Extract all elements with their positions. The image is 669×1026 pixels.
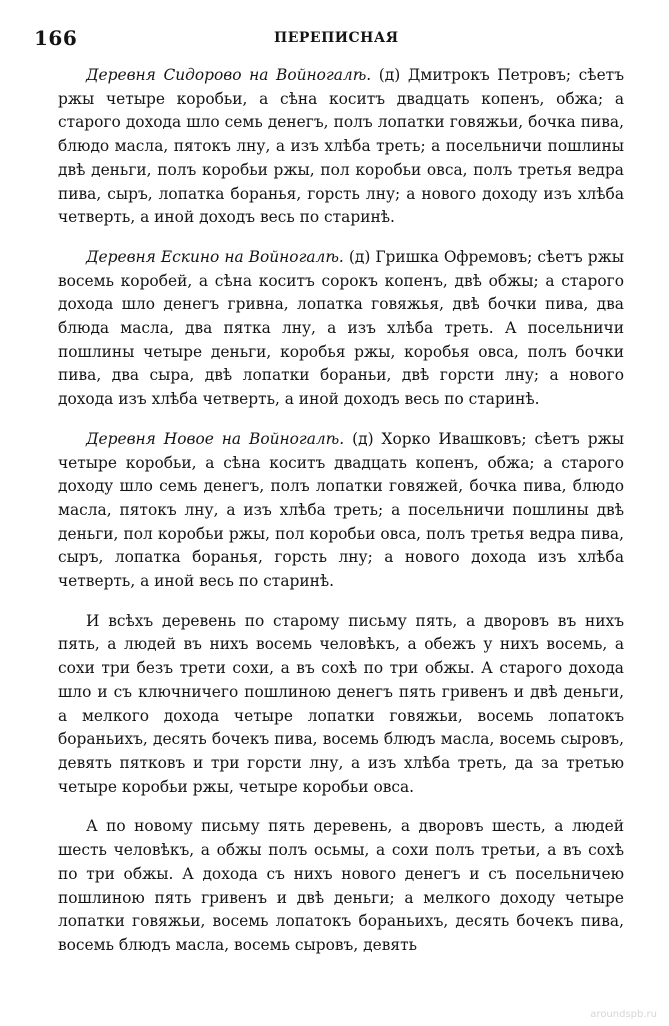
- paragraph-new-census-summary: [58, 815, 624, 957]
- running-title: ПЕРЕПИСНАЯ: [274, 30, 399, 46]
- place-name: Деревня Новое на Войногалѣ.: [86, 429, 345, 448]
- watermark-text: aroundspb.ru: [590, 1009, 657, 1020]
- paragraph-old-census-summary: [58, 610, 624, 800]
- paragraph-eskino: [58, 246, 624, 412]
- page-number: 166: [34, 26, 78, 50]
- paragraph-novoe: [58, 428, 624, 594]
- paragraph-text: (д) Дмитрокъ Петровъ; сѣетъ ржы четыре коробьи, а сѣна коситъ двадцать копенъ, обжа; а старого дохода шло семь денегъ, полъ лопатки говяжьи, бочка пива, блюдо масла, пятокъ лну, а изъ хлѣба треть; а посельничи пошлины двѣ деньги, полъ коробьи ржы, пол коробьи овса, полъ третья ведра пива, сыръ, лопатка боранья, горсть лну; а нового доходу изъ хлѣба четверть, а иной доходъ весь по старинѣ.: [58, 66, 624, 227]
- page-header: [34, 26, 634, 52]
- paragraph-text: И всѣхъ деревень по старому письму пять, а дворовъ въ нихъ пять, а людей въ нихъ восемь человѣкъ, а обежъ у нихъ восемь, а сохи три безъ трети сохи, а въ сохѣ по три обжы. А старого дохода шло и съ ключничего пошлиною денегъ пять гривенъ и двѣ деньги, а мелкого дохода четыре лопатки говяжьи, восемь лопатокъ бораньихъ, десять бочекъ пива, восемь блюдъ масла, восемь сыровъ, девять пятковъ и три горсти лну, а изъ хлѣба треть, да за третью четыре коробьи ржы, четыре коробьи овса.: [58, 611, 624, 796]
- place-name: Деревня Сидорово на Войногалѣ.: [86, 66, 372, 84]
- paragraph-text: А по новому письму пять деревень, а дворовъ шесть, а людей шесть человѣкъ, а обжы полъ осьмы, а сохи полъ третьи, а въ сохѣ по три обжы. А дохода съ нихъ нового денегъ и съ посельничею пошлиною пять гривенъ и двѣ деньги; а мелкого доходу четыре лопатки говяжьи, восемь лопатокъ бораньихъ, десять бочекъ пива, восемь блюдъ масла, восемь сыровъ, девять: [58, 817, 624, 954]
- body-text: [58, 64, 624, 974]
- paragraph-sidorovo: [58, 64, 624, 230]
- paragraph-text: (д) Хорко Ивашковъ; сѣетъ ржы четыре коробьи, а сѣна коситъ двадцать копенъ, обжа; а старого доходу шло семь денегъ, полъ лопатки говяжей, бочка пива, блюдо масла, пятокъ лну, а изъ хлѣба треть; а посельничи пошлины двѣ деньги, пол коробьи ржы, пол коробьи овса, полъ третья ведра пива, сыръ, лопатка боранья, горсть лну; а нового дохода изъ хлѣба четверть, а иной весь по старинѣ.: [58, 429, 624, 591]
- place-name: Деревня Ескино на Войногалѣ.: [86, 247, 344, 266]
- paragraph-text: (д) Гришка Офремовъ; сѣетъ ржы восемь коробей, а сѣна коситъ сорокъ копенъ, двѣ обжы; а старого дохода шло денегъ гривна, лопатка говяжья, двѣ бочки пива, два блюда масла, два пятка лну, а изъ хлѣба треть. А посельничи пошлины четыре деньги, коробья ржы, коробья овса, полъ бочки пива, два сыра, двѣ лопатки бораньи, двѣ горсти лну; а нового дохода изъ хлѣба четверть, а иной доходъ весь по старинѣ.: [58, 247, 624, 409]
